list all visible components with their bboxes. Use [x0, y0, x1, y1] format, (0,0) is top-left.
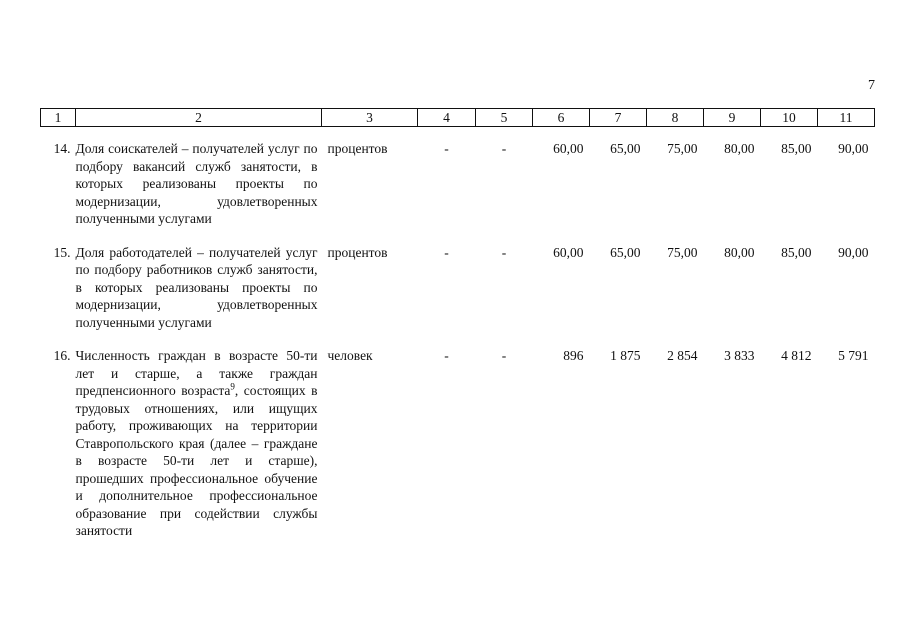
row-col6: 60,00 — [553, 141, 584, 156]
column-header-3: 3 — [322, 109, 418, 127]
column-header-9: 9 — [704, 109, 761, 127]
row-col7: 1 875 — [610, 348, 641, 363]
row-description: Доля соискателей – получателей услуг по подбору вакансий служб занятости, в которых реализованы проекты по модернизации, удовлетворенных полученными услугами — [75, 141, 318, 226]
row-unit: процентов — [327, 244, 388, 260]
row-description-part2: , состоящих в трудовых отношениях, или ищущих работу, проживающих на территории Ставропольского края (далее – граждане в возрасте 50-ти лет и старше), прошедших профессиональное обучение и дополнительное профессиональное образование при содействии службы занятости — [75, 383, 318, 538]
column-header-8: 8 — [647, 109, 704, 127]
row-col5: - — [501, 141, 507, 156]
row-index: 14. — [53, 141, 71, 156]
row-col8: 75,00 — [667, 141, 698, 156]
row-unit: процентов — [327, 141, 388, 156]
column-header-5: 5 — [476, 109, 533, 127]
row-col6: 60,00 — [553, 244, 584, 260]
row-unit: человек — [327, 348, 373, 363]
row-index: 16. — [53, 348, 71, 363]
row-col6: 896 — [563, 348, 584, 363]
row-description — [76, 331, 322, 540]
row-col5: - — [501, 244, 507, 260]
column-header-2: 2 — [76, 109, 322, 127]
row-description: Доля работодателей – получателей услуг по подбору работников служб занятости, в которых реализованы проекты по модернизации, удовлетворенных полученными услугами — [75, 244, 318, 330]
row-col9: 80,00 — [724, 141, 755, 156]
row-col8: 75,00 — [667, 244, 698, 260]
table-row — [41, 228, 875, 332]
table-header — [41, 109, 875, 127]
footnote-marker: 9 — [230, 381, 235, 392]
row-col11: 90,00 — [838, 244, 869, 260]
column-numbers-row — [41, 109, 875, 127]
row-col4: - — [444, 348, 449, 363]
row-col9: 80,00 — [724, 244, 755, 260]
row-col7: 65,00 — [610, 141, 641, 156]
row-col10: 4 812 — [781, 348, 812, 363]
row-description-part1: Численность граждан в возрасте 50-ти лет и старше, а также граждан предпенсионного возраста — [75, 348, 318, 398]
row-col7: 65,00 — [610, 244, 641, 260]
row-col10: 85,00 — [781, 244, 812, 260]
table-row — [41, 331, 875, 540]
row-index: 15. — [53, 244, 71, 260]
row-col8: 2 854 — [667, 348, 698, 363]
column-header-4: 4 — [418, 109, 476, 127]
row-col9: 3 833 — [724, 348, 755, 363]
page-number: 7 — [868, 78, 875, 93]
row-col11: 5 791 — [838, 348, 869, 363]
column-header-11: 11 — [818, 109, 875, 127]
column-header-7: 7 — [590, 109, 647, 127]
row-col10: 85,00 — [781, 141, 812, 156]
row-col11: 90,00 — [838, 141, 869, 156]
column-header-10: 10 — [761, 109, 818, 127]
column-header-6: 6 — [533, 109, 590, 127]
row-col4: - — [444, 141, 449, 156]
row-col4: - — [444, 244, 449, 260]
indicators-table — [40, 108, 875, 540]
row-col5: - — [501, 348, 507, 363]
table-row — [41, 127, 875, 228]
table-body — [41, 127, 875, 540]
column-header-1: 1 — [41, 109, 76, 127]
